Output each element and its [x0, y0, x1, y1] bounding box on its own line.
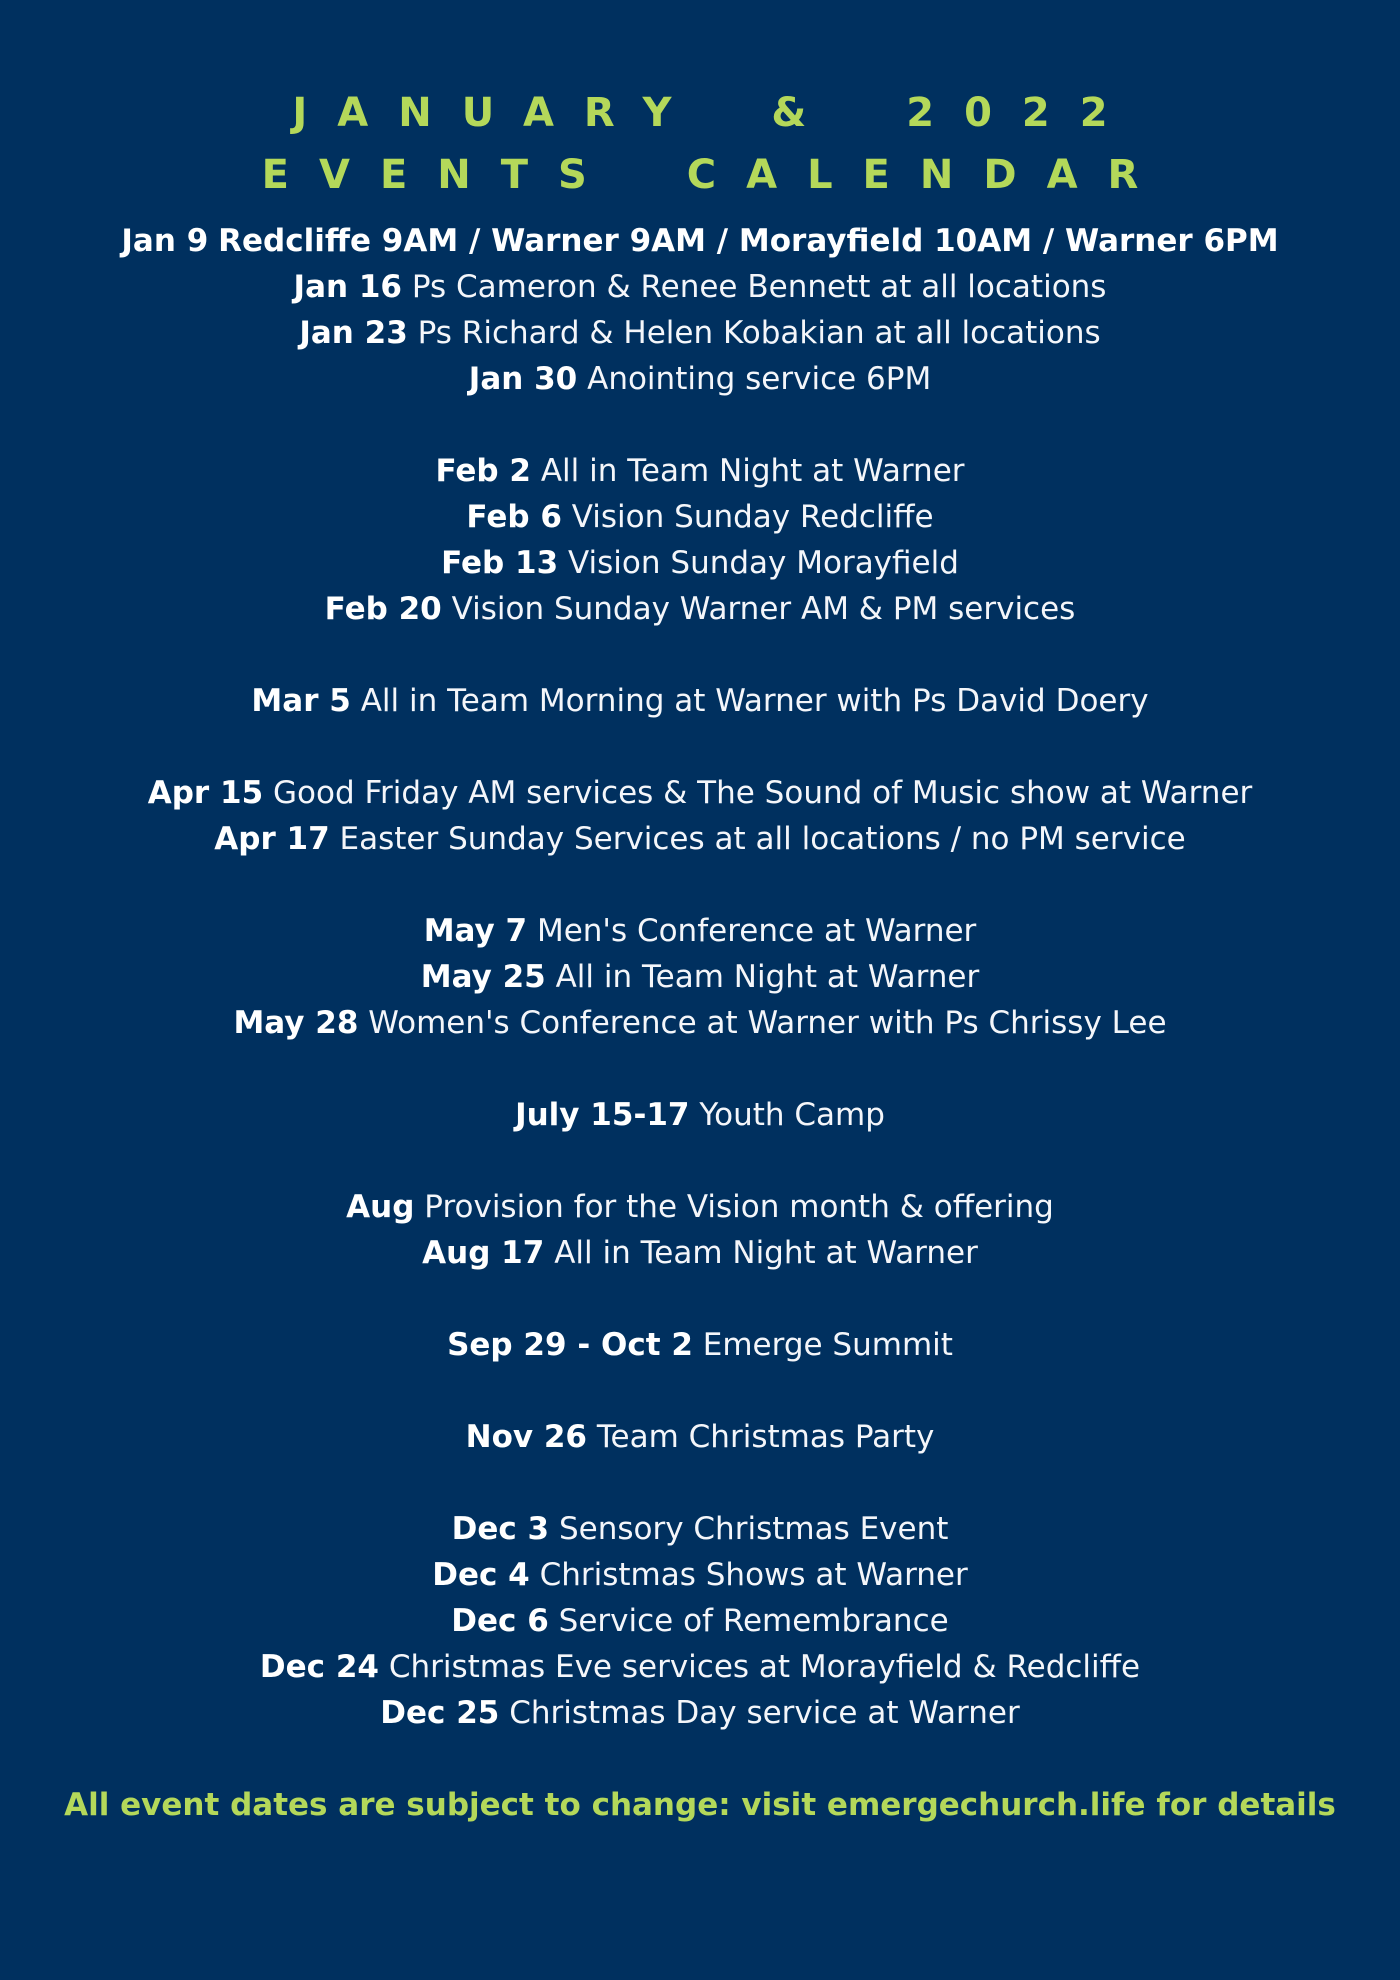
event-line: [0, 1322, 1400, 1368]
event-date: Nov 26: [465, 1419, 588, 1455]
event-description: Women's Conference at Warner with Ps Chrissy Lee: [368, 1005, 1167, 1041]
event-line: [0, 1598, 1400, 1644]
event-line: [0, 218, 1400, 264]
event-date: Feb 2: [435, 453, 531, 489]
event-line: [0, 448, 1400, 494]
event-description: Vision Sunday Redcliffe: [571, 499, 934, 535]
event-description: Service of Remembrance: [558, 1603, 949, 1639]
event-description: Provision for the Vision month & offering: [424, 1189, 1054, 1225]
events-list: [0, 218, 1400, 1736]
event-description: Good Friday AM services & The Sound of Music show at Warner: [273, 775, 1253, 811]
event-date: Sep 29 - Oct 2: [447, 1327, 693, 1363]
event-date: Jan 30: [468, 361, 578, 397]
event-description: Youth Camp: [699, 1097, 885, 1133]
title-line-1: JANUARY & 2022: [292, 90, 1138, 136]
page-title: [0, 82, 1400, 206]
event-group-july: [0, 1092, 1400, 1138]
event-description: Christmas Day service at Warner: [509, 1695, 1020, 1731]
event-date: Aug 17: [422, 1235, 545, 1271]
event-line: [0, 540, 1400, 586]
event-description: All in Team Night at Warner: [554, 1235, 978, 1271]
event-date: May 7: [423, 913, 528, 949]
event-line: [0, 954, 1400, 1000]
event-description: Anointing service 6PM: [587, 361, 932, 397]
event-group-nov: [0, 1414, 1400, 1460]
event-description: Christmas Shows at Warner: [539, 1557, 968, 1593]
event-date: Feb 20: [324, 591, 442, 627]
event-group-may: [0, 908, 1400, 1046]
event-date: Dec 25: [380, 1695, 500, 1731]
event-date: Jan 23: [299, 315, 408, 351]
event-description: Men's Conference at Warner: [536, 913, 977, 949]
event-description: Ps Cameron & Renee Bennett at all locations: [411, 269, 1107, 305]
event-description: Team Christmas Party: [596, 1419, 935, 1455]
event-date: Dec 24: [259, 1649, 379, 1685]
event-description: Easter Sunday Services at all locations / no PM service: [339, 821, 1186, 857]
event-date: Jan 16: [293, 269, 402, 305]
event-line: [0, 1092, 1400, 1138]
event-date: Mar 5: [251, 683, 351, 719]
event-line: [0, 1690, 1400, 1736]
event-date: Dec 4: [432, 1557, 530, 1593]
event-description: Sensory Christmas Event: [558, 1511, 949, 1547]
event-date: Aug: [346, 1189, 415, 1225]
event-group-apr: [0, 770, 1400, 862]
title-line-2: EVENTS CALENDAR: [261, 152, 1169, 198]
event-description: All in Team Night at Warner: [540, 453, 965, 489]
event-date: Apr 17: [214, 821, 330, 857]
event-date: May 25: [420, 959, 546, 995]
event-description: Vision Sunday Warner AM & PM services: [451, 591, 1076, 627]
event-description: All in Team Morning at Warner with Ps David Doery: [360, 683, 1149, 719]
event-description: Christmas Eve services at Morayfield & Redcliffe: [388, 1649, 1141, 1685]
event-group-jan: [0, 218, 1400, 402]
event-description: Emerge Summit: [702, 1327, 953, 1363]
event-group-feb: [0, 448, 1400, 632]
event-line: [0, 1230, 1400, 1276]
event-date: May 28: [233, 1005, 359, 1041]
event-line: [0, 494, 1400, 540]
event-line: [0, 1000, 1400, 1046]
event-line: [0, 1644, 1400, 1690]
event-line: [0, 356, 1400, 402]
event-line: [0, 1506, 1400, 1552]
event-line: [0, 908, 1400, 954]
event-date: Feb 13: [441, 545, 559, 581]
event-date: Dec 3: [451, 1511, 550, 1547]
event-line: [0, 1552, 1400, 1598]
event-group-mar: [0, 678, 1400, 724]
event-group-aug: [0, 1184, 1400, 1276]
event-description: Redcliffe 9AM / Warner 9AM / Morayfield 10AM / Warner 6PM: [218, 223, 1279, 259]
event-line: [0, 586, 1400, 632]
event-line: [0, 770, 1400, 816]
event-date: July 15-17: [515, 1097, 690, 1133]
event-group-sep: [0, 1322, 1400, 1368]
event-description: Ps Richard & Helen Kobakian at all locations: [417, 315, 1101, 351]
event-line: [0, 678, 1400, 724]
event-line: [0, 816, 1400, 862]
event-line: [0, 1184, 1400, 1230]
event-line: [0, 310, 1400, 356]
disclaimer-footer: All event dates are subject to change: visit emergechurch.life for details: [64, 1787, 1336, 1823]
event-date: Apr 15: [147, 775, 264, 811]
event-description: Vision Sunday Morayfield: [568, 545, 959, 581]
event-line: [0, 264, 1400, 310]
event-date: Jan 9: [121, 223, 209, 259]
event-date: Dec 6: [451, 1603, 549, 1639]
event-description: All in Team Night at Warner: [555, 959, 980, 995]
event-group-dec: [0, 1506, 1400, 1736]
event-line: [0, 1414, 1400, 1460]
event-date: Feb 6: [466, 499, 562, 535]
